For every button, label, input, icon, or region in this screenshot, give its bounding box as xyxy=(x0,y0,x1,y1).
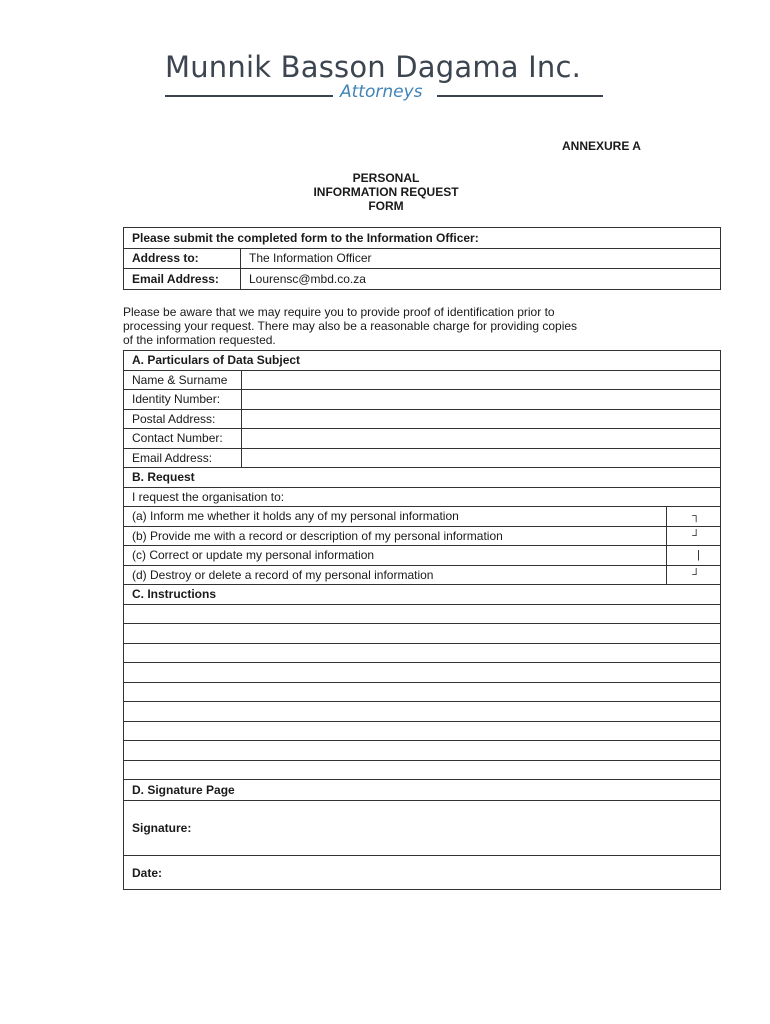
field-label-contact: Contact Number: xyxy=(124,429,242,449)
request-option-checkbox[interactable]: | xyxy=(667,546,721,566)
submit-header: Please submit the completed form to the Information Officer: xyxy=(124,228,721,249)
logo-rule-right xyxy=(437,95,603,97)
form-title xyxy=(286,171,486,213)
request-option-label: (a) Inform me whether it holds any of my personal information xyxy=(124,507,667,527)
section-d-header-row xyxy=(124,780,721,801)
notice-line-3: of the information requested. xyxy=(123,333,276,347)
section-c-header-row xyxy=(124,585,721,605)
instructions-input-line[interactable] xyxy=(124,741,721,761)
date-field[interactable]: Date: xyxy=(124,856,721,890)
field-row-name xyxy=(124,370,721,390)
signature-field[interactable]: Signature: xyxy=(124,801,721,856)
address-row xyxy=(124,248,721,269)
date-row xyxy=(124,856,721,890)
instructions-line xyxy=(124,760,721,780)
instructions-input-line[interactable] xyxy=(124,624,721,644)
field-label-name: Name & Surname xyxy=(124,370,242,390)
notice-line-2: processing your request. There may also be a reasonable charge for providing copies xyxy=(123,319,578,333)
field-row-identity xyxy=(124,390,721,410)
form-title-line-1: PERSONAL xyxy=(352,171,420,185)
field-label-email: Email Address: xyxy=(124,448,242,468)
instructions-input-line[interactable] xyxy=(124,721,721,741)
instructions-input-line[interactable] xyxy=(124,682,721,702)
request-option-checkbox[interactable]: ┘ xyxy=(667,565,721,585)
request-option-row xyxy=(124,526,721,546)
section-a-header: A. Particulars of Data Subject xyxy=(124,351,721,371)
submit-table xyxy=(123,227,721,290)
form-title-line-2: INFORMATION REQUEST xyxy=(313,185,459,199)
email-row xyxy=(124,269,721,290)
email-label: Email Address: xyxy=(124,269,241,290)
instructions-input-line[interactable] xyxy=(124,760,721,780)
instructions-line xyxy=(124,741,721,761)
notice-text xyxy=(123,305,623,347)
request-option-row xyxy=(124,546,721,566)
section-b-header: B. Request xyxy=(124,468,721,488)
instructions-line xyxy=(124,643,721,663)
field-input-name[interactable] xyxy=(242,370,721,390)
notice-line-1: Please be aware that we may require you to provide proof of identification prior to xyxy=(123,305,555,319)
section-b-header-row xyxy=(124,468,721,488)
section-a-header-row xyxy=(124,351,721,371)
request-option-label: (b) Provide me with a record or description of my personal information xyxy=(124,526,667,546)
instructions-line xyxy=(124,604,721,624)
section-c-header: C. Instructions xyxy=(124,585,721,605)
section-d-header: D. Signature Page xyxy=(124,780,721,801)
email-value: Lourensc@mbd.co.za xyxy=(241,269,721,290)
instructions-line xyxy=(124,682,721,702)
instructions-input-line[interactable] xyxy=(124,604,721,624)
request-option-row xyxy=(124,565,721,585)
annexure-label: ANNEXURE A xyxy=(562,139,641,153)
instructions-line xyxy=(124,624,721,644)
address-value: The Information Officer xyxy=(241,248,721,269)
instructions-line xyxy=(124,721,721,741)
logo-rule-left xyxy=(165,95,333,97)
submit-header-row xyxy=(124,228,721,249)
field-input-contact[interactable] xyxy=(242,429,721,449)
instructions-input-line[interactable] xyxy=(124,663,721,683)
request-option-label: (c) Correct or update my personal information xyxy=(124,546,667,566)
address-label: Address to: xyxy=(124,248,241,269)
field-row-postal xyxy=(124,409,721,429)
request-intro-row xyxy=(124,487,721,507)
instructions-input-line[interactable] xyxy=(124,702,721,722)
field-input-email[interactable] xyxy=(242,448,721,468)
request-option-checkbox[interactable]: ┐ xyxy=(667,507,721,527)
field-row-email xyxy=(124,448,721,468)
logo-company-name: Munnik Basson Dagama Inc. xyxy=(165,50,582,84)
instructions-line xyxy=(124,702,721,722)
instructions-input-line[interactable] xyxy=(124,643,721,663)
logo-tagline-row xyxy=(165,84,605,106)
request-option-checkbox[interactable]: ┘ xyxy=(667,526,721,546)
form-title-line-3: FORM xyxy=(368,199,404,213)
field-input-identity[interactable] xyxy=(242,390,721,410)
instructions-line xyxy=(124,663,721,683)
field-input-postal[interactable] xyxy=(242,409,721,429)
request-option-row xyxy=(124,507,721,527)
request-option-label: (d) Destroy or delete a record of my personal information xyxy=(124,565,667,585)
field-row-contact xyxy=(124,429,721,449)
company-logo xyxy=(165,50,605,106)
field-label-identity: Identity Number: xyxy=(124,390,242,410)
field-label-postal: Postal Address: xyxy=(124,409,242,429)
request-form-table xyxy=(123,350,721,890)
request-intro: I request the organisation to: xyxy=(124,487,721,507)
signature-row xyxy=(124,801,721,856)
logo-tagline: Attorneys xyxy=(340,82,423,102)
